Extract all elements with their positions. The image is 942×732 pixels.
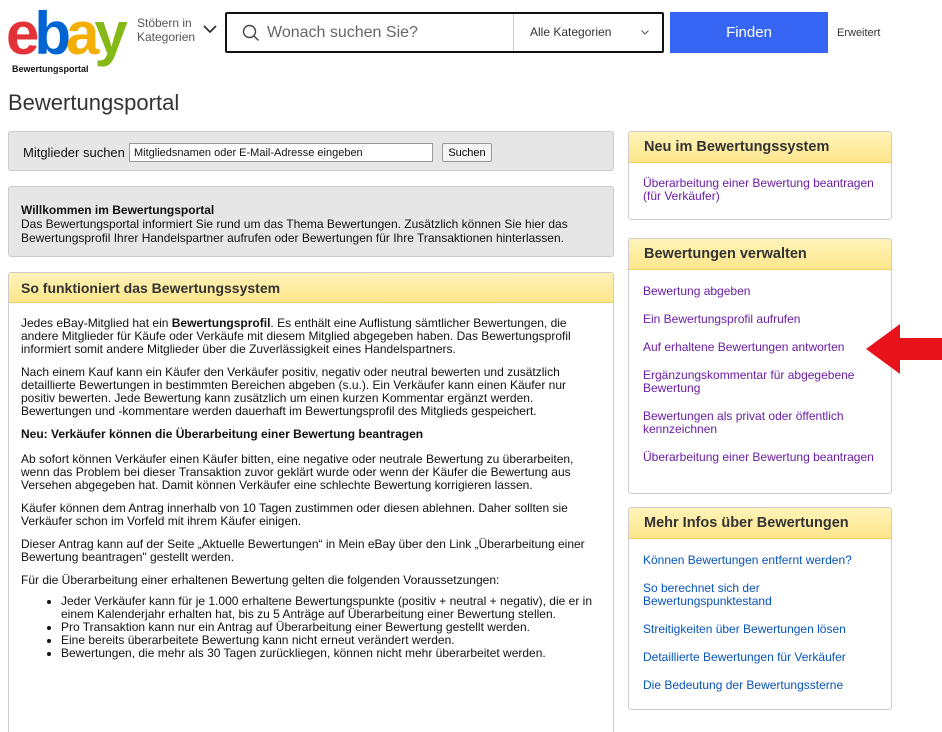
ebay-logo[interactable] [6,0,123,74]
how-it-works-title: So funktioniert das Bewertungssystem [21,280,281,296]
browse-categories-button[interactable] [137,14,223,50]
logo-wordmark: ebay [6,0,123,67]
member-search-input[interactable] [129,143,433,162]
new-feature-heading: Neu: Verkäufer können die Überarbeitung einer Bewertung beantragen [21,427,424,441]
header [0,0,942,80]
paragraph: Dieser Antrag kann auf der Seite „Aktuelle Bewertungen“ in Mein eBay über den Link „Überarbeitung einer Bewertung beantragen" gestellt werden. [21,537,585,564]
link-request-revision[interactable]: Überarbeitung einer Bewertung beantragen [643,450,874,464]
more-info-header [629,508,891,539]
category-select[interactable] [513,14,664,51]
member-search-button[interactable]: Suchen [442,143,492,162]
category-select-label: Alle Kategorien [530,25,612,39]
paragraph: Jedes eBay-Mitglied hat ein Bewertungsprofil. Es enthält eine Auflistung sämtlicher Bewertungen, die andere Mitglieder für Käufe oder Verkäufe mit diesem Mitglied abgegeben haben. Das Bewertungsprofil informiert somit andere Mitglieder über die Zuverlässigkeit eines Handelspartners. [21,316,571,356]
link-star-meaning[interactable]: Die Bedeutung der Bewertungssterne [643,678,844,692]
list-item: • Jeder Verkäufer kann für je 1.000 erhaltene Bewertungspunkte (positiv + neutral + negativ), die er in einem Kalenderjahr erhalten hat, bis zu 5 Anträge auf Überarbeitung einer Bewertung stellen. [61,595,601,621]
more-info-box [628,507,892,710]
link-reply-feedback[interactable]: Auf erhaltene Bewertungen antworten [643,340,845,354]
welcome-box [8,186,614,257]
bold-term: Bewertungsprofil [171,316,271,330]
logo-subtitle: Bewertungsportal [12,64,89,74]
list-item: • Pro Transaktion kann nur ein Antrag auf Überarbeitung einer Bewertung gestellt werden. [61,621,601,634]
link-remove-feedback[interactable]: Können Bewertungen entfernt werden? [643,553,852,567]
link-request-revision-seller[interactable]: Überarbeitung einer Bewertung beantragen (für Verkäufer) [643,176,874,203]
new-in-feedback-box [628,131,892,220]
list-item: • Bewertungen, die mehr als 30 Tagen zurückliegen, können nicht mehr überarbeitet werden. [61,647,601,660]
paragraph: Nach einem Kauf kann ein Käufer den Verkäufer positiv, negativ oder neutral bewerten und zusätzlich detaillierte Bewertungen in bestimmten Bereichen abgeben (s.u.). Ein Verkäufer kann einen Käufer nur positiv bewerten. Jede Bewertung kann zusätzlich um einen kurzen Kommentar ergänzt werden. Bewertungen und -kommentare werden dauerhaft im Bewertungsprofil des Mitglieds gespeichert. [21,365,566,418]
more-info-title: Mehr Infos über Bewertungen [644,515,849,531]
member-search-label: Mitglieder suchen [23,145,125,160]
link-leave-feedback[interactable]: Bewertung abgeben [643,284,751,298]
search-input[interactable] [267,20,507,46]
paragraph: Für die Überarbeitung einer erhaltenen Bewertung gelten die folgenden Voraussetzungen: [21,573,500,587]
list-item: • Eine bereits überarbeitete Bewertung kann nicht erneut verändert werden. [61,634,601,647]
link-view-profile[interactable]: Ein Bewertungsprofil aufrufen [643,312,801,326]
link-private-public[interactable]: Bewertungen als privat oder öffentlich kennzeichnen [643,409,844,436]
link-followup-comment[interactable]: Ergänzungskommentar für abgegebene Bewertung [643,368,855,395]
red-arrow-icon [866,324,942,374]
how-it-works-box [8,272,614,732]
link-detailed-seller-ratings[interactable]: Detaillierte Bewertungen für Verkäufer [643,650,846,664]
paragraph: Ab sofort können Verkäufer einen Käufer bitten, eine negative oder neutrale Bewertung zu überarbeiten, wenn das Problem bei dieser Transaktion zuvor geklärt wurde oder wenn der Käufer die Bewertung aus Versehen abgegeben hat. Damit können Verkäufer eine schlechte Bewertung korrigieren lassen. [21,452,574,492]
advanced-search-link[interactable]: Erweitert [837,27,881,39]
member-search-box [8,131,614,171]
link-score-calculation[interactable]: So berechnet sich der Bewertungspunktestand [643,581,772,608]
chevron-down-icon [201,20,219,38]
how-it-works-header [9,273,613,303]
new-in-feedback-header [629,132,891,163]
page-title: Bewertungsportal [8,90,180,115]
manage-feedback-title: Bewertungen verwalten [644,246,807,262]
link-resolve-disputes[interactable]: Streitigkeiten über Bewertungen lösen [643,622,846,636]
new-in-feedback-title: Neu im Bewertungssystem [644,139,830,155]
find-button[interactable]: Finden [670,12,828,53]
chevron-down-icon [640,27,650,37]
search-icon [242,24,260,42]
how-it-works-body [9,303,613,660]
welcome-title: Willkommen im Bewertungsportal [21,203,215,217]
manage-feedback-header [629,239,891,270]
browse-label: Stöbern in Kategorien [137,16,196,44]
requirements-list [61,595,601,660]
paragraph: Käufer können dem Antrag innerhalb von 10 Tagen zustimmen oder diesen ablehnen. Daher sollten sie Verkäufer schon im Vorfeld mit ihrem Käufer einigen. [21,501,568,528]
manage-feedback-box [628,238,892,494]
welcome-text: Das Bewertungsportal informiert Sie rund um das Thema Bewertungen. Zusätzlich können Sie hier das Bewertungsprofil Ihrer Handelspartner aufrufen oder Bewertungen für Ihre Transaktionen hinterlassen. [21,217,568,245]
search-bar [225,12,664,53]
